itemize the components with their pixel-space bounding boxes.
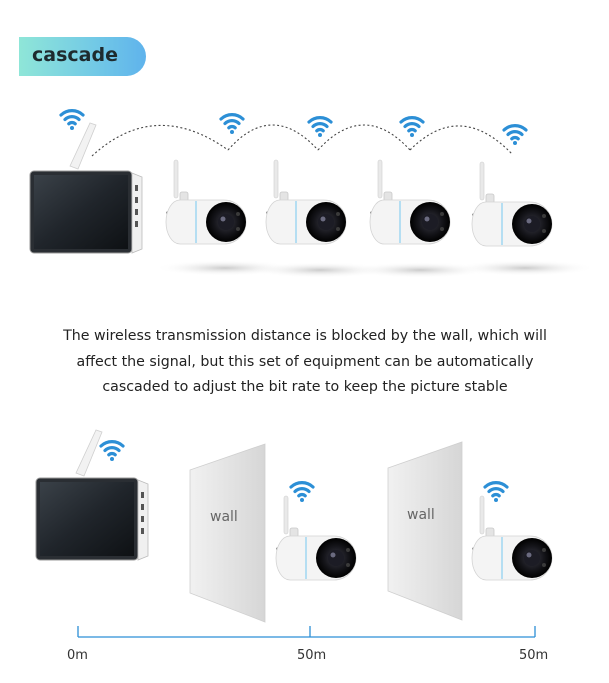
distance-label: 0m (67, 648, 88, 663)
distance-label: 50m (519, 648, 549, 663)
wall-label: wall (407, 507, 435, 523)
wifi-icon (485, 483, 507, 502)
description-line: affect the signal, but this set of equipment can be automatically (76, 353, 534, 370)
wifi-icon (309, 118, 331, 137)
description-line: cascaded to adjust the bit rate to keep the picture stable (102, 379, 508, 395)
wifi-icon (101, 442, 123, 461)
wifi-icon (504, 126, 526, 145)
camera-icon (276, 496, 356, 580)
distance-label: 50m (297, 648, 327, 663)
monitor-icon (36, 430, 148, 560)
description (40, 324, 570, 401)
monitor-icon (30, 123, 142, 253)
wifi-icon (221, 115, 243, 134)
camera-icon (472, 162, 552, 246)
wifi-icon (61, 111, 83, 130)
camera-icon (266, 160, 346, 244)
distance-axis (78, 626, 535, 637)
camera-icon (166, 160, 246, 244)
camera-icon (472, 496, 552, 580)
wall-panel (388, 442, 462, 620)
camera-icon (370, 160, 450, 244)
description-line: The wireless transmission distance is blocked by the wall, which will (63, 328, 547, 344)
wall-label: wall (210, 509, 238, 525)
section-title: cascade (32, 44, 118, 66)
wall-panel (190, 444, 265, 622)
wifi-icon (291, 483, 313, 502)
wifi-icon (401, 118, 423, 137)
cascade-path (92, 125, 512, 156)
